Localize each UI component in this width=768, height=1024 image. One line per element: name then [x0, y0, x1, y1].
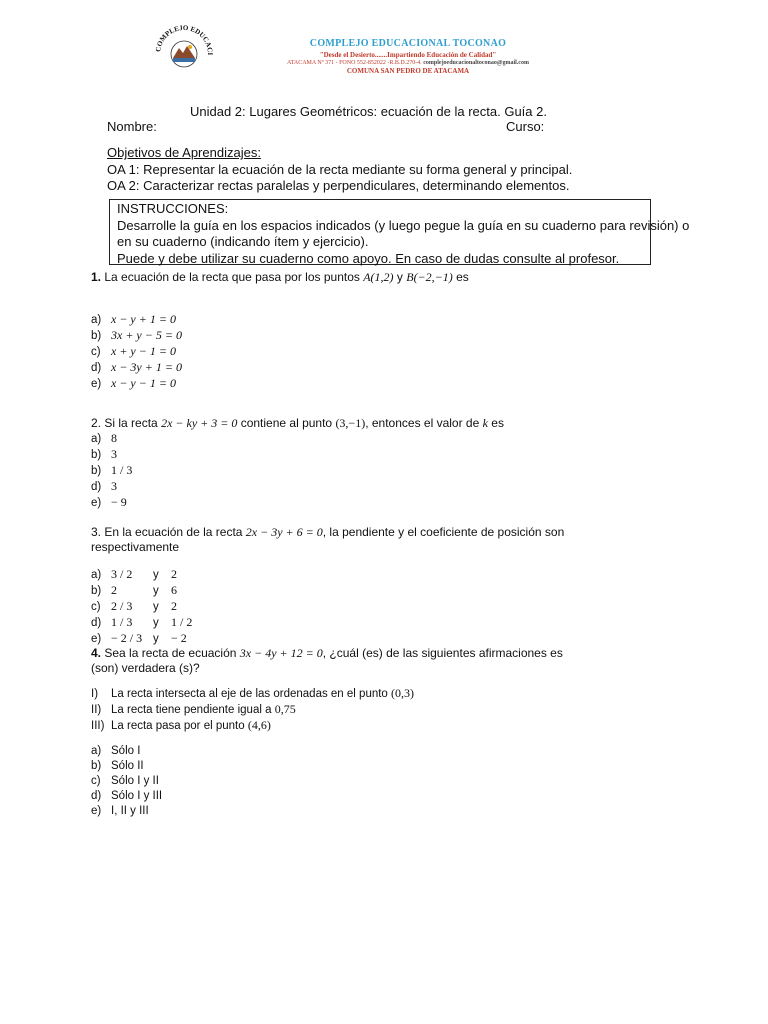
option-slope: 1 / 3 — [111, 615, 133, 629]
option-expr: 3 — [111, 447, 117, 461]
school-name: COMPLEJO EDUCACIONAL TOCONAO — [309, 38, 507, 49]
option-connector: y — [153, 601, 159, 613]
question-text: , la pendiente y el coeficiente de posición son — [322, 525, 565, 539]
question-1 — [91, 270, 469, 285]
point: (3,−1) — [335, 416, 366, 430]
option — [91, 615, 192, 631]
option-text: Sólo II — [111, 760, 144, 772]
question-text: Si la recta — [104, 416, 158, 430]
option-label: b) — [91, 760, 102, 772]
option-slope: − 2 / 3 — [111, 631, 143, 645]
option-label: a) — [91, 745, 102, 757]
option-label: a) — [91, 569, 102, 581]
option-label: b) — [91, 330, 102, 342]
option — [91, 744, 162, 759]
option-intercept: 1 / 2 — [171, 615, 193, 629]
statement-label: III) — [91, 720, 105, 732]
contact-info: ATACAMA Nº 371 - FONO 552-852022 -R.B.D.270-4. — [287, 60, 422, 66]
option-label: d) — [91, 481, 102, 493]
option-connector: y — [153, 617, 159, 629]
logo-text: COMPLEJO EDUCACI — [154, 23, 215, 56]
option — [91, 804, 162, 819]
option-expr: 3 — [111, 479, 117, 493]
option — [91, 774, 162, 789]
instructions-line: Puede y debe utilizar su cuaderno como apoyo. En caso de dudas consulte al profesor. — [117, 250, 620, 266]
question-text: es — [456, 270, 469, 284]
option-label: b) — [91, 449, 102, 461]
guide-title: Unidad 2: Lugares Geométricos: ecuación de la recta. Guía 2. — [190, 104, 547, 119]
option-label: e) — [91, 633, 102, 645]
school-header — [228, 38, 588, 75]
statement-label: I) — [91, 688, 99, 700]
option-expr: x − y + 1 = 0 — [111, 312, 176, 326]
statement — [91, 718, 414, 734]
option — [91, 328, 182, 344]
curso-label: Curso: — [506, 119, 545, 134]
q4-options — [91, 744, 162, 819]
option — [91, 759, 162, 774]
option-connector: y — [153, 633, 159, 645]
option-text: Sólo I y II — [111, 775, 159, 787]
option-label: a) — [91, 433, 102, 445]
option-label: e) — [91, 378, 102, 390]
question-number: 2. — [91, 416, 102, 430]
option-expr: x − y − 1 = 0 — [111, 376, 176, 390]
line-equation: 3x − 4y + 12 = 0 — [239, 646, 323, 660]
point-a: A(1,2) — [363, 270, 394, 284]
option — [91, 495, 132, 511]
option-connector: y — [153, 569, 159, 581]
line-equation: 2x − ky + 3 = 0 — [161, 416, 238, 430]
option — [91, 567, 192, 583]
option-text: Sólo I y III — [111, 790, 163, 802]
option — [91, 431, 132, 447]
question-text: contiene al punto — [240, 416, 333, 430]
option-intercept: 6 — [171, 583, 177, 597]
option-expr: 3x + y − 5 = 0 — [111, 328, 182, 342]
question-3 — [91, 525, 564, 540]
question-text: , ¿cuál (es) de las siguientes afirmaciones es — [322, 646, 563, 660]
option-label: c) — [91, 775, 101, 787]
objective-oa2: OA 2: Caracterizar rectas paralelas y perpendiculares, determinando elementos. — [107, 178, 570, 193]
statement — [91, 686, 414, 702]
option — [91, 479, 132, 495]
option-connector: y — [153, 585, 159, 597]
school-motto: "Desde el Desierto.......Impartiendo Educación de Calidad" — [319, 51, 497, 59]
instructions-box — [109, 199, 690, 266]
option — [91, 376, 182, 392]
option — [91, 789, 162, 804]
question-2 — [91, 416, 504, 431]
option — [91, 344, 182, 360]
question-4 — [91, 646, 563, 661]
option — [91, 583, 192, 599]
statement-label: II) — [91, 704, 102, 716]
option-expr: x − 3y + 1 = 0 — [111, 360, 182, 374]
question-text: Sea la recta de ecuación — [104, 646, 237, 660]
question-text: (son) verdadera (s)? — [91, 661, 200, 675]
option-label: c) — [91, 601, 101, 613]
option-label: d) — [91, 617, 102, 629]
option-text: Sólo I — [111, 745, 141, 757]
school-email: complejoeducacionaltoconao@gmail.com — [423, 60, 529, 66]
option-expr: 8 — [111, 431, 117, 445]
option-label: e) — [91, 497, 102, 509]
question-number: 1. — [91, 270, 102, 284]
variable-k: k — [482, 416, 488, 430]
statement-text: La recta intersecta al eje de las ordenadas en el punto — [111, 688, 388, 700]
statement-math: 0,75 — [274, 702, 296, 716]
option-text: I, II y III — [111, 805, 149, 817]
objectives-heading: Objetivos de Aprendizajes: — [107, 145, 261, 160]
option-slope: 3 / 2 — [111, 567, 133, 581]
school-logo — [152, 20, 216, 84]
option-expr: x + y − 1 = 0 — [111, 344, 176, 358]
question-text: respectivamente — [91, 540, 180, 554]
option-expr: − 9 — [111, 495, 127, 509]
instructions-line: en su cuaderno (indicando ítem y ejercicio). — [117, 234, 369, 249]
line-equation: 2x − 3y + 6 = 0 — [245, 525, 323, 539]
option — [91, 360, 182, 376]
option — [91, 447, 132, 463]
option-label: b) — [91, 585, 102, 597]
option — [91, 463, 132, 479]
option-intercept: 2 — [171, 599, 177, 613]
statement-math: (0,3) — [391, 686, 415, 700]
question-text: y — [396, 270, 403, 284]
q2-options — [91, 431, 132, 511]
statement-text: La recta tiene pendiente igual a — [111, 704, 272, 716]
option-label: d) — [91, 790, 102, 802]
option-label: a) — [91, 314, 102, 326]
school-contact — [228, 60, 588, 66]
option — [91, 312, 182, 328]
statement-text: La recta pasa por el punto — [111, 720, 245, 732]
q3-options — [91, 567, 192, 647]
option-intercept: − 2 — [171, 631, 187, 645]
question-text: En la ecuación de la recta — [104, 525, 243, 539]
option-label: c) — [91, 346, 101, 358]
statement-math: (4,6) — [247, 718, 271, 732]
instructions-line: Desarrolle la guía en los espacios indicados (y luego pegue la guía en su cuaderno para revisión) o — [117, 217, 690, 233]
objective-oa1: OA 1: Representar la ecuación de la recta mediante su forma general y principal. — [107, 162, 573, 177]
question-text: , entonces el valor de — [365, 416, 480, 430]
question-text: La ecuación de la recta que pasa por los puntos — [104, 270, 360, 284]
option — [91, 599, 192, 615]
option-label: e) — [91, 805, 102, 817]
option-intercept: 2 — [171, 567, 177, 581]
question-number: 4. — [91, 646, 102, 660]
nombre-label: Nombre: — [107, 119, 157, 134]
statement — [91, 702, 414, 718]
option-expr: 1 / 3 — [111, 463, 133, 477]
school-comuna: COMUNA SAN PEDRO DE ATACAMA — [346, 67, 470, 75]
option-label: d) — [91, 362, 102, 374]
question-text: es — [491, 416, 504, 430]
instructions-heading: INSTRUCCIONES: — [117, 201, 229, 216]
question-number: 3. — [91, 525, 102, 539]
q4-statements — [91, 686, 414, 734]
point-b: B(−2,−1) — [406, 270, 453, 284]
option-slope: 2 / 3 — [111, 599, 133, 613]
option-slope: 2 — [111, 583, 117, 597]
option — [91, 631, 192, 647]
q1-options — [91, 312, 182, 392]
option-label: b) — [91, 465, 102, 477]
